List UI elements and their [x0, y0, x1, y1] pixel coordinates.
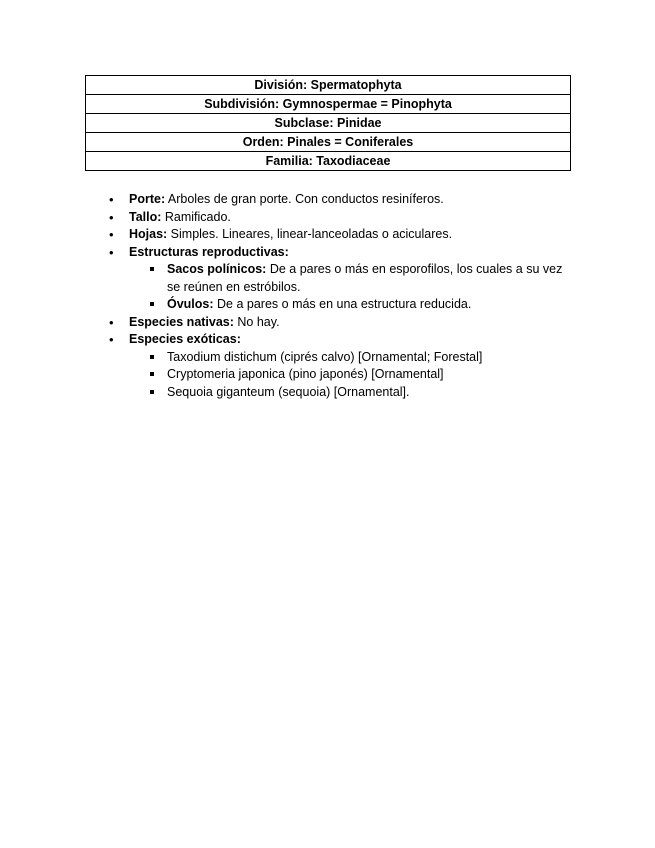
porte-label: Porte: — [129, 192, 166, 206]
list-item-nativas — [109, 314, 569, 332]
table-row — [86, 95, 571, 114]
list-item-exoticas — [109, 331, 569, 401]
list-item-ovulos — [129, 296, 569, 314]
hojas-label: Hojas: — [129, 227, 168, 241]
species-item: Cryptomeria japonica (pino japonés) [Ornamental] — [129, 366, 569, 384]
table-row — [86, 76, 571, 95]
order-cell: Orden: Pinales = Coniferales — [86, 133, 571, 152]
sacos-text: De a pares o más en esporofilos, los cuales a su vez se reúnen en estróbilos. — [167, 262, 563, 294]
table-row — [86, 152, 571, 171]
table-row — [86, 114, 571, 133]
nativas-label: Especies nativas: — [129, 314, 234, 329]
list-item-tallo — [109, 209, 569, 227]
nativas-text: No hay. — [233, 314, 280, 329]
hojas-text: Simples. Lineares, linear-lanceoladas o aciculares. — [167, 227, 453, 241]
porte-text: Arboles de gran porte. Con conductos resiníferos. — [165, 192, 444, 206]
division-cell: División: Spermatophyta — [86, 76, 571, 95]
exoticas-sublist — [129, 349, 569, 402]
tallo-text: Ramificado. — [161, 209, 231, 224]
classification-table — [85, 75, 571, 171]
list-item-estructuras — [109, 244, 569, 314]
table-row — [86, 133, 571, 152]
tallo-label: Tallo: — [129, 209, 162, 224]
sacos-label: Sacos polínicos: — [167, 262, 267, 276]
subclass-cell: Subclase: Pinidae — [86, 114, 571, 133]
list-item-hojas — [109, 226, 569, 244]
exoticas-label: Especies exóticas: — [129, 332, 241, 346]
description-list — [109, 191, 569, 401]
family-cell: Familia: Taxodiaceae — [86, 152, 571, 171]
estructuras-sublist — [129, 261, 569, 314]
estructuras-label: Estructuras reproductivas: — [129, 244, 289, 259]
list-item-sacos — [129, 261, 569, 296]
ovulos-label: Óvulos: — [167, 297, 214, 311]
list-item-porte — [109, 191, 569, 209]
species-item: Sequoia giganteum (sequoia) [Ornamental]. — [129, 384, 569, 402]
species-item: Taxodium distichum (ciprés calvo) [Ornamental; Forestal] — [129, 349, 569, 367]
subdivision-cell: Subdivisión: Gymnospermae = Pinophyta — [86, 95, 571, 114]
ovulos-text: De a pares o más en una estructura reducida. — [213, 297, 472, 311]
